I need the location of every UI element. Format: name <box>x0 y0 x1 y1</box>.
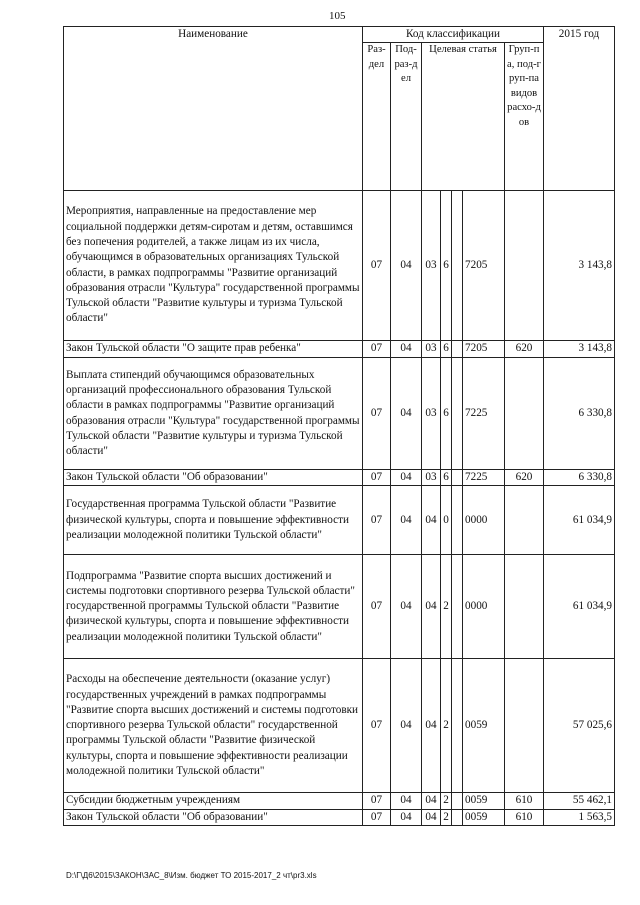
row-target-program: 04 <box>422 486 441 555</box>
row-subsection: 04 <box>391 470 422 486</box>
row-name: Государственная программа Тульской области "Развитие физической культуры, спорта и повышение эффективности реализации молодежной политики Тульской области" <box>64 486 363 555</box>
row-target-blank <box>452 555 463 659</box>
table-row <box>64 358 615 470</box>
row-expense-group <box>505 358 544 470</box>
row-name: Закон Тульской области "Об образовании" <box>64 470 363 486</box>
header-section: Раз-дел <box>363 43 391 191</box>
row-amount: 6 330,8 <box>544 358 615 470</box>
row-target-program: 04 <box>422 809 441 825</box>
row-amount: 1 563,5 <box>544 809 615 825</box>
table-row <box>64 341 615 358</box>
table-row <box>64 486 615 555</box>
row-target-blank <box>452 191 463 341</box>
row-subsection: 04 <box>391 486 422 555</box>
row-target-direction: 0059 <box>463 809 505 825</box>
row-name: Закон Тульской области "Об образовании" <box>64 809 363 825</box>
row-target-program: 03 <box>422 470 441 486</box>
row-section: 07 <box>363 358 391 470</box>
row-amount: 3 143,8 <box>544 341 615 358</box>
row-name: Подпрограмма "Развитие спорта высших достижений и системы подготовки спортивного резерва Тульской области" государственной программы Тульской области "Развитие физической культуры, спорта и повышение эффективности реализации молодежной политики Тульской области" <box>64 555 363 659</box>
row-target-subprogram: 0 <box>441 486 452 555</box>
row-target-direction: 0059 <box>463 793 505 809</box>
row-target-blank <box>452 358 463 470</box>
row-target-direction: 7205 <box>463 191 505 341</box>
row-target-blank <box>452 341 463 358</box>
table-row <box>64 555 615 659</box>
row-subsection: 04 <box>391 341 422 358</box>
row-target-subprogram: 6 <box>441 341 452 358</box>
row-section: 07 <box>363 555 391 659</box>
header-code-group: Код классификации <box>363 27 544 43</box>
row-target-direction: 0000 <box>463 555 505 659</box>
row-name: Расходы на обеспечение деятельности (оказание услуг) государственных учреждений в рамках подпрограммы "Развитие спорта высших достижений и системы подготовки спортивного резерва Тульской области" государственной программы Тульской области "Развитие физической культуры, спорта и повышение эффективности реализации молодежной политики Тульской области" <box>64 659 363 793</box>
row-target-blank <box>452 809 463 825</box>
row-name: Мероприятия, направленные на предоставление мер социальной поддержки детям-сиротам и детям, оставшимся без попечения родителей, а также лицам из их числа, обучающимся в образовательных организациях Тульской области, в рамках подпрограммы "Развитие организаций образования отрасли "Культура" государственной программы Тульской области "Развитие культуры и туризма Тульской области" <box>64 191 363 341</box>
row-target-subprogram: 2 <box>441 809 452 825</box>
header-group: Груп-па, под-груп-па видов расхо-дов <box>505 43 544 191</box>
row-subsection: 04 <box>391 809 422 825</box>
row-name: Субсидии бюджетным учреждениям <box>64 793 363 809</box>
row-expense-group <box>505 191 544 341</box>
row-target-subprogram: 2 <box>441 659 452 793</box>
header-year: 2015 год <box>544 27 615 191</box>
row-amount: 55 462,1 <box>544 793 615 809</box>
row-amount: 61 034,9 <box>544 555 615 659</box>
row-target-direction: 7225 <box>463 358 505 470</box>
row-subsection: 04 <box>391 555 422 659</box>
row-section: 07 <box>363 809 391 825</box>
table-row <box>64 659 615 793</box>
row-target-direction: 7225 <box>463 470 505 486</box>
file-path-footer: D:\Г\Д6\2015\ЗАКОН\ЗАС_8\Изм. бюджет ТО 2015-2017_2 чт\pr3.xls <box>66 871 317 880</box>
row-subsection: 04 <box>391 191 422 341</box>
row-expense-group: 610 <box>505 793 544 809</box>
row-expense-group: 610 <box>505 809 544 825</box>
row-target-program: 04 <box>422 555 441 659</box>
row-target-blank <box>452 470 463 486</box>
row-amount: 61 034,9 <box>544 486 615 555</box>
header-name: Наименование <box>64 27 363 191</box>
row-target-direction: 7205 <box>463 341 505 358</box>
row-target-direction: 0059 <box>463 659 505 793</box>
row-section: 07 <box>363 793 391 809</box>
row-section: 07 <box>363 486 391 555</box>
row-expense-group <box>505 486 544 555</box>
row-target-blank <box>452 486 463 555</box>
table-row <box>64 191 615 341</box>
row-target-subprogram: 6 <box>441 470 452 486</box>
row-target-subprogram: 2 <box>441 793 452 809</box>
row-amount: 57 025,6 <box>544 659 615 793</box>
row-target-program: 03 <box>422 358 441 470</box>
row-target-subprogram: 6 <box>441 191 452 341</box>
table-body <box>64 191 615 826</box>
row-expense-group <box>505 659 544 793</box>
row-name: Закон Тульской области "О защите прав ребенка" <box>64 341 363 358</box>
header-subsection: Под-раз-дел <box>391 43 422 191</box>
row-expense-group <box>505 555 544 659</box>
row-subsection: 04 <box>391 358 422 470</box>
row-amount: 3 143,8 <box>544 191 615 341</box>
row-target-program: 03 <box>422 341 441 358</box>
table-row <box>64 809 615 825</box>
row-target-program: 03 <box>422 191 441 341</box>
row-section: 07 <box>363 341 391 358</box>
row-target-blank <box>452 793 463 809</box>
row-section: 07 <box>363 191 391 341</box>
row-target-blank <box>452 659 463 793</box>
table-row <box>64 793 615 809</box>
row-expense-group: 620 <box>505 470 544 486</box>
row-target-subprogram: 2 <box>441 555 452 659</box>
row-target-direction: 0000 <box>463 486 505 555</box>
page-number: 105 <box>329 10 346 22</box>
row-expense-group: 620 <box>505 341 544 358</box>
row-target-program: 04 <box>422 659 441 793</box>
row-subsection: 04 <box>391 659 422 793</box>
row-section: 07 <box>363 659 391 793</box>
row-name: Выплата стипендий обучающимся образовательных организаций профессионального образования Тульской области в рамках подпрограммы "Развитие организаций образования отрасли "Культура" государственной программы Тульской области "Развитие культуры и туризма Тульской области" <box>64 358 363 470</box>
row-target-subprogram: 6 <box>441 358 452 470</box>
table-row <box>64 470 615 486</box>
row-amount: 6 330,8 <box>544 470 615 486</box>
budget-table <box>63 26 615 826</box>
row-section: 07 <box>363 470 391 486</box>
row-subsection: 04 <box>391 793 422 809</box>
header-target: Целевая статья <box>422 43 505 191</box>
row-target-program: 04 <box>422 793 441 809</box>
